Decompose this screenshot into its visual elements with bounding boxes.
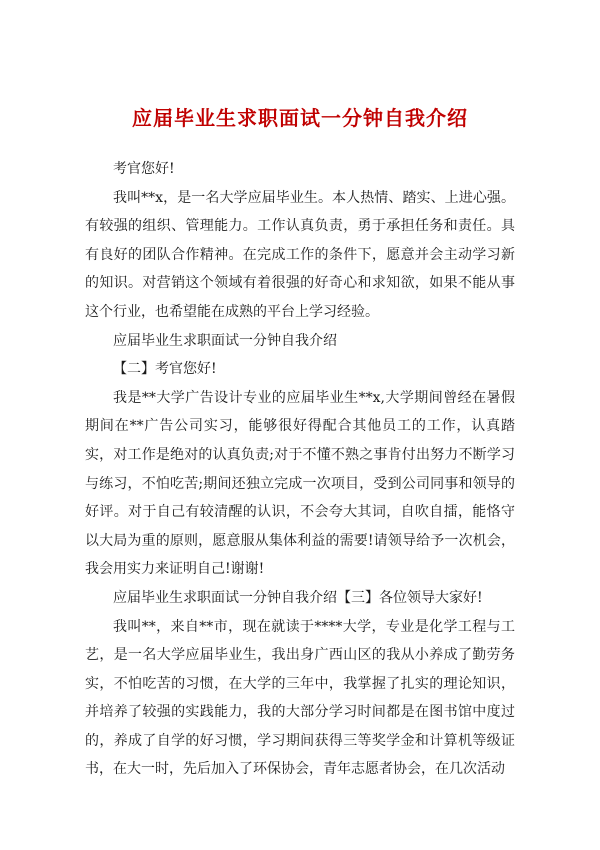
section-heading-3: 应届毕业生求职面试一分钟自我介绍【三】各位领导大家好! (113, 589, 483, 606)
greeting-paragraph: 考官您好! (113, 161, 175, 177)
intro-paragraph-2: 我是**大学广告设计专业的应届毕业生**x,大学期间曾经在暑假期间在**广告公司实习，能够很好得配合其他员工的工作，认真踏实，对工作是绝对的认真负责;对于不懂不熟之事肯付出努力不断学习与练习，不怕吃苦;期间还独立完成一次项目，受到公司同事和领导的好评。对于自己有较清醒的认识，不会夸大其词，自吹自擂，能恪守以大局为重的原则，愿意服从集体利益的需要!请领导给予一次机会，我会用实力来证明自己!谢谢! (85, 389, 515, 578)
section-heading-2: 应届毕业生求职面试一分钟自我介绍 (113, 332, 337, 349)
greeting-paragraph-2: 【二】考官您好! (113, 361, 217, 378)
document-title: 应届毕业生求职面试一分钟自我介绍 (132, 106, 468, 130)
document-body (85, 155, 515, 784)
intro-paragraph-1: 我叫**x，是一名大学应届毕业生。本人热情、踏实、上进心强。有较强的组织、管理能力。工作认真负责，勇于承担任务和责任。具有良好的团队合作精神。在完成工作的条件下，愿意并会主动学习新的知识。对营销这个领域有着很强的好奇心和求知欲，如果不能从事这个行业，也希望能在成熟的平台上学习经验。 (85, 189, 515, 320)
intro-paragraph-3: 我叫**，来自**市，现在就读于****大学，专业是化学工程与工艺，是一名大学应届毕业生，我出身广西山区的我从小养成了勤劳务实，不怕吃苦的习惯，在大学的三年中，我掌握了扎实的理论知识，并培养了较强的实践能力，我的大部分学习时间都是在图书馆中度过的，养成了自学的好习惯，学习期间获得三等奖学金和计算机等级证书，在大一时，先后加入了环保协会，青年志愿者协会，在几次活动 (85, 618, 515, 778)
